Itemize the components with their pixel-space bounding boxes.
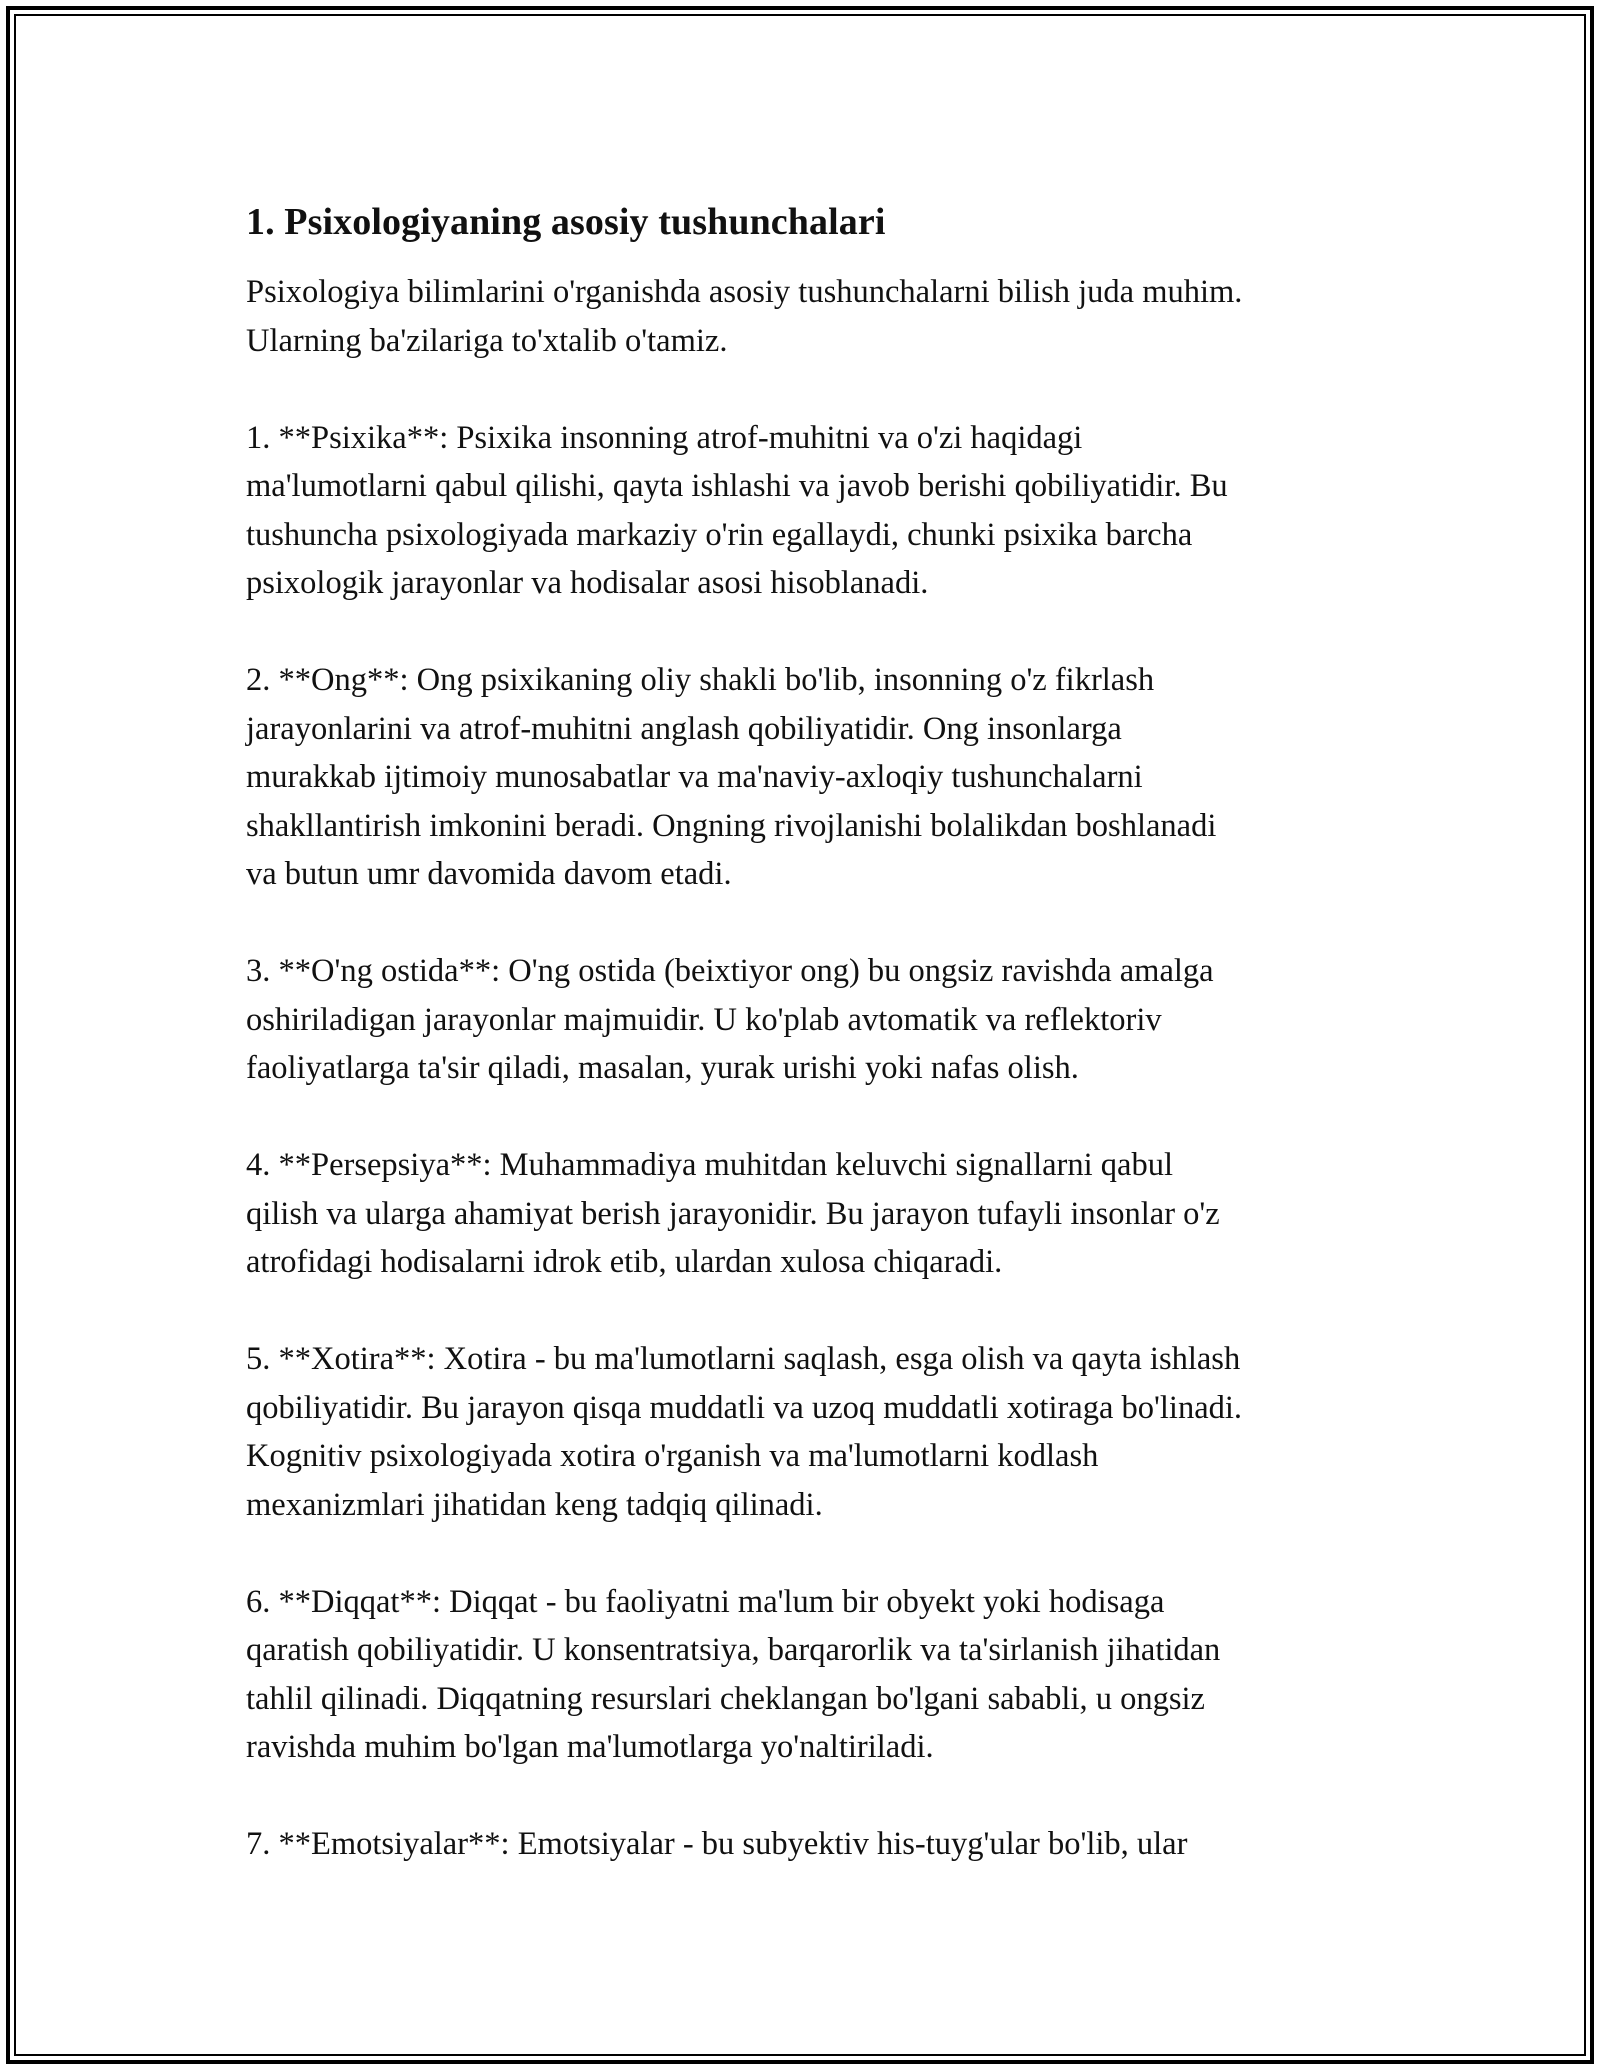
text-line: atrofidagi hodisalarni idrok etib, ulardan xulosa chiqaradi. [246, 1244, 1003, 1280]
text-line: tushuncha psixologiyada markaziy o'rin egallaydi, chunki psixika barcha [246, 516, 1193, 553]
text-line: murakkab ijtimoiy munosabatlar va ma'naviy-axloqiy tushunchalarni [246, 759, 1143, 795]
text-line: jarayonlarini va atrof-muhitni anglash qobiliyatidir. Ong insonlarga [246, 710, 1122, 747]
text-line: Kognitiv psixologiyada xotira o'rganish va ma'lumotlarni kodlash [246, 1438, 1099, 1474]
text-line: qaratish qobiliyatidir. U konsentratsiya, barqarorlik va ta'sirlanish jihatidan [246, 1632, 1221, 1668]
text-line: oshiriladigan jarayonlar majmuidir. U ko'plab avtomatik va reflektoriv [246, 1001, 1162, 1038]
document-title: 1. Psixologiyaning asosiy tushunchalari [246, 201, 886, 243]
text-line: ravishda muhim bo'lgan ma'lumotlarga yo'naltiriladi. [246, 1729, 934, 1765]
paragraph [246, 947, 1386, 1093]
text-line: qilish va ularga ahamiyat berish jarayonidir. Bu jarayon tufayli insonlar o'z [246, 1195, 1220, 1232]
paragraph [246, 1820, 1386, 1869]
paragraph [246, 656, 1386, 899]
text-line: mexanizmlari jihatidan keng tadqiq qilinadi. [246, 1486, 823, 1523]
text-line: 1. **Psixika**: Psixika insonning atrof-muhitni va o'zi haqidagi [246, 419, 1083, 456]
text-line: shakllantirish imkonini beradi. Ongning rivojlanishi bolalikdan boshlanadi [246, 807, 1217, 844]
paragraph [246, 414, 1386, 608]
text-line: 7. **Emotsiyalar**: Emotsiyalar - bu subyektiv his-tuyg'ular bo'lib, ular [246, 1826, 1188, 1862]
text-line: faoliyatlarga ta'sir qiladi, masalan, yurak urishi yoki nafas olish. [246, 1050, 1079, 1086]
paragraph [246, 1578, 1386, 1772]
paragraph [246, 268, 1386, 365]
text-line: 6. **Diqqat**: Diqqat - bu faoliyatni ma'lum bir obyekt yoki hodisaga [246, 1583, 1165, 1620]
text-line: 5. **Xotira**: Xotira - bu ma'lumotlarni saqlash, esga olish va qayta ishlash [246, 1341, 1241, 1377]
text-line: va butun umr davomida davom etadi. [246, 856, 732, 892]
paragraph [246, 1335, 1386, 1529]
text-line: 2. **Ong**: Ong psixikaning oliy shakli bo'lib, insonning o'z fikrlash [246, 662, 1155, 698]
paragraph-list [246, 268, 1386, 1869]
text-line: qobiliyatidir. Bu jarayon qisqa muddatli va uzoq muddatli xotiraga bo'linadi. [246, 1389, 1243, 1426]
text-line: Ularning ba'zilariga to'xtalib o'tamiz. [246, 322, 728, 359]
text-line: 3. **O'ng ostida**: O'ng ostida (beixtiyor ong) bu ongsiz ravishda amalga [246, 953, 1214, 989]
page-border [6, 6, 1594, 2064]
text-line: 4. **Persepsiya**: Muhammadiya muhitdan keluvchi signallarni qabul [246, 1147, 1173, 1183]
text-line: Psixologiya bilimlarini o'rganishda asosiy tushunchalarni bilish juda muhim. [246, 274, 1243, 310]
text-line: ma'lumotlarni qabul qilishi, qayta ishlashi va javob berishi qobiliyatidir. Bu [246, 468, 1228, 504]
paragraph [246, 1141, 1386, 1287]
text-line: psixologik jarayonlar va hodisalar asosi hisoblanadi. [246, 565, 929, 601]
text-line: tahlil qilinadi. Diqqatning resurslari cheklangan bo'lgani sababli, u ongsiz [246, 1680, 1205, 1717]
document-body [246, 198, 1386, 1917]
